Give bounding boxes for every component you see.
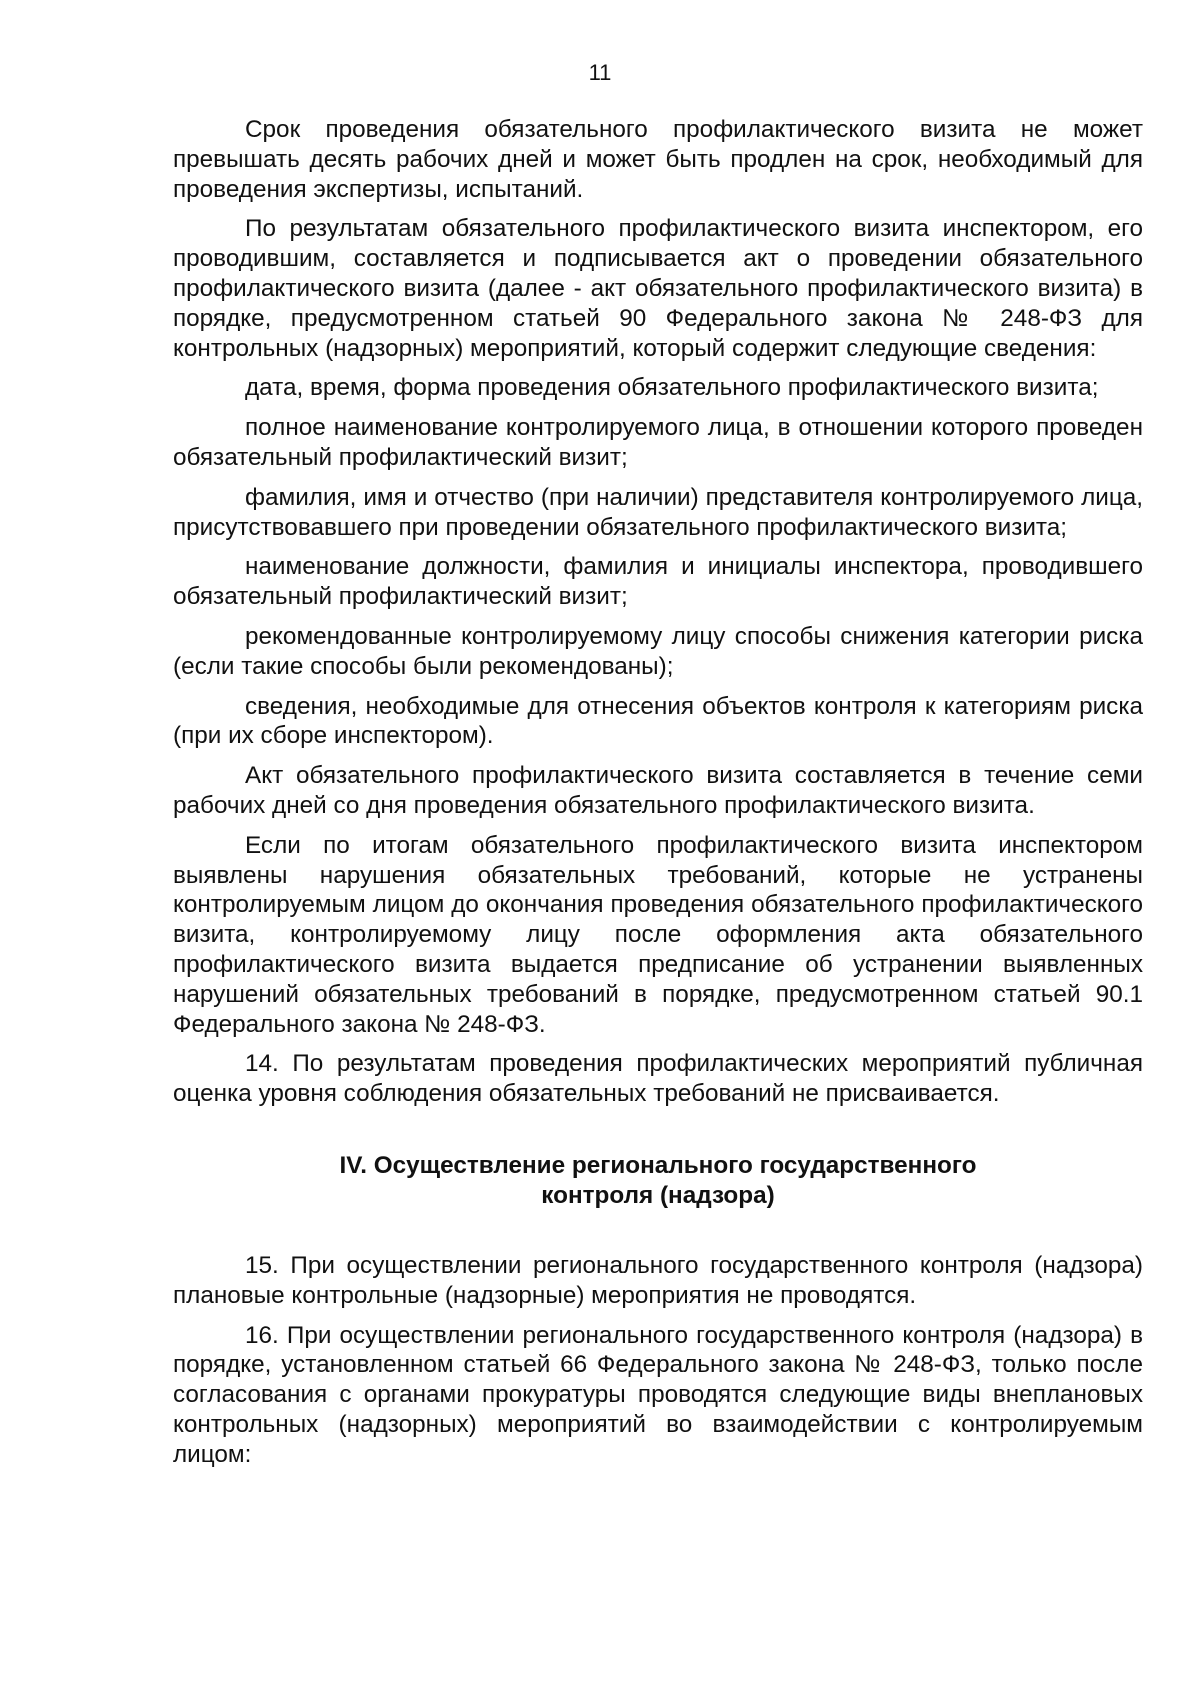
section-title — [173, 1151, 1143, 1211]
list-item-entity-name: полное наименование контролируемого лица, в отношении которого проведен обязательный профилактический визит; — [173, 414, 1143, 471]
paragraph-act-deadline: Акт обязательного профилактического визита составляется в течение семи рабочих дней со дня проведения обязательного профилактического визита. — [173, 762, 1143, 819]
list-item-risk-methods: рекомендованные контролируемому лицу способы снижения категории риска (если такие способы были рекомендованы); — [173, 622, 1143, 680]
list-item-representative: фамилия, имя и отчество (при наличии) представителя контролируемого лица, присутствовавшего при проведении обязательного профилактического визита; — [173, 483, 1143, 541]
paragraph-item-16: 16. При осуществлении регионального государственного контроля (надзора) в порядке, установленном статьей 66 Федерального закона № 248-ФЗ, только после согласования с органами прокуратуры проводятся следующие виды внеплановых контрольных (надзорных) мероприятий во взаимодействии с контролируемым лицом: — [173, 1321, 1143, 1468]
paragraph-item-14: 14. По результатам проведения профилактических мероприятий публичная оценка уровня соблюдения обязательных требований не присваивается. — [173, 1050, 1143, 1108]
document-body — [173, 115, 1143, 1479]
paragraph-visit-act: По результатам обязательного профилактического визита инспектором, его проводившим, составляется и подписывается акт о проведении обязательного профилактического визита (далее - акт обязательного профилактического визита) в порядке, предусмотренном статьей 90 Федерального закона № 248-ФЗ для контрольных (надзорных) мероприятий, который содержит следующие сведения: — [173, 215, 1143, 362]
list-item-risk-info: сведения, необходимые для отнесения объектов контроля к категориям риска (при их сборе инспектором). — [173, 692, 1143, 750]
paragraph-visit-duration: Срок проведения обязательного профилактического визита не может превышать десять рабочих дней и может быть продлен на срок, необходимый для проведения экспертизы, испытаний. — [173, 116, 1143, 203]
page-number: 11 — [588, 60, 612, 85]
paragraph-violations: Если по итогам обязательного профилактического визита инспектором выявлены нарушения обязательных требований, которые не устранены контролируемым лицом до окончания проведения обязательного профилактического визита, контролируемому лицу после оформления акта обязательного профилактического визита выдается предписание об устранении выявленных нарушений обязательных требований в порядке, предусмотренном статьей 90.1 Федерального закона № 248-ФЗ. — [173, 831, 1143, 1038]
section-title-line-1: IV. Осуществление регионального государственного — [339, 1151, 977, 1179]
list-item-inspector: наименование должности, фамилия и инициалы инспектора, проводившего обязательный профилактический визит; — [173, 553, 1143, 611]
list-item-date-time: дата, время, форма проведения обязательного профилактического визита; — [245, 374, 1099, 402]
paragraph-item-15: 15. При осуществлении регионального государственного контроля (надзора) плановые контрольные (надзорные) мероприятия не проводятся. — [173, 1251, 1143, 1309]
section-title-line-2: контроля (надзора) — [541, 1181, 775, 1209]
